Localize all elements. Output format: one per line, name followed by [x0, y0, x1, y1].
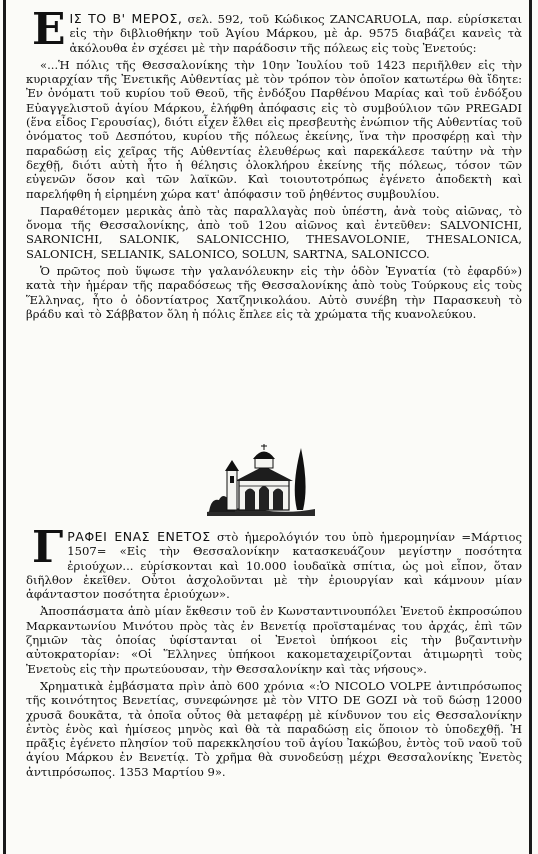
article-2-lead-in: ΡΑΦΕΙ ΕΝΑΣ ΕΝΕΤΟΣ — [67, 529, 211, 544]
article-1-lead-in: ΙΣ ΤΟ Β' ΜΕΡΟΣ, — [69, 11, 183, 26]
article-2-intro-text: στὸ ἡμερολόγιόν του ὑπὸ ἡμερομηνίαν =Μάρτιος 1507= «Εἰς τὴν Θεσσαλονίκην κατασκευάζουν μεγίστην ποσότητα ἐριούχων... εὑρίσκονται καὶ 10.000 ἰουδαϊκὰ σπίτια, ὡς μοὶ εἶπον, ὅταν διῆλθον ἐκεῖθεν. Οὗτοι ἀσχολοῦνται μὲ τὴν ἐριουργίαν καὶ κάμνουν μίαν ἀφάνταστον ποσότητα ἐριούχων». — [26, 530, 522, 602]
right-column-rule — [529, 0, 532, 854]
article-1-quote: «...Ἡ πόλις τῆς Θεσσαλονίκης τὴν 10ην Ἰουλίου τοῦ 1423 περιῆλθεν εἰς τὴν κυριαρχίαν τῆς Ἐνετικῆς Αὐθεντίας μὲ τὸν τρόπον τὸν ὁποῖον κατωτέρω θὰ ἴδητε: Ἐν ὀνόματι τοῦ κυρίου τοῦ Θεοῦ, τῆς ἐνδόξου Παρθένου Μαρίας καὶ τοῦ ἐνδόξου Εὐαγγελιστοῦ ἁγίου Μάρκου, ἐλήφθη ἀπόφασις εἰς τὸ συμβούλιον τῶν PREGADI (ἕνα εἶδος Γερουσίας), διότι εἶχεν ἔλθει εἰς πρεσβευτὴς ἐνώπιον τῆς Αὐθεντίας τοῦ ὀνόματος τοῦ Δεσπότου, κυρίου τῆς πόλεως ἐκείνης, ἵνα τὴν προσφέρῃ καὶ τὴν παραδώσῃ εἰς χεῖρας τῆς Αὐθεντίας ἐλευθέρως καὶ παρεκάλεσε ταύτην νὰ τὴν δεχθῇ, διότι αὐτὴ ἦτο ἡ θέλησις ὁλοκλήρου ἐκείνης τῆς πόλεως, τόσον τῶν εὐγενῶν ὅσον καὶ τῶν λαϊκῶν. Καὶ τοιουτοτρόπως ἐγένετο ἀποδεκτὴ καὶ παρελήφθη ἡ εἰρημένη χώρα κατ' ἀπόφασιν τοῦ ῥηθέντος συμβουλίου. — [26, 57, 522, 201]
left-column-rule — [3, 0, 6, 854]
article-2-intro-paragraph — [26, 522, 522, 602]
article-zancaruola-codex — [26, 4, 522, 324]
article-1-intro-paragraph — [26, 4, 522, 55]
article-1-intro-text: σελ. 592, τοῦ Κώδικος ZANCARUOLA, παρ. εὑρίσκεται εἰς τὴν διβλιοθήκην τοῦ Ἁγίου Μάρκου, μὲ ἀρ. 9575 διαβάζει κανεὶς τὰ ἀκόλουθα ἐν σχέσει μὲ τὴν παράδοσιν τῆς πόλεως εἰς τοὺς Ἐνετούς: — [69, 12, 522, 55]
article-2-report-paragraph: Ἀποσπάσματα ἀπὸ μίαν ἔκθεσιν τοῦ ἐν Κωνσταντινουπόλει Ἐνετοῦ ἐκπροσώπου Μαρκαντωνίου Μινότου πρὸς τὰς ἐν Βενετίᾳ προϊσταμένας του ἀρχάς, ἐπὶ τῶν ζημιῶν τὰς ὁποίας ὑφίστανται οἱ Ἐνετοὶ ὑπήκοοι εἰς τὴν βυζαντινὴν αὐτοκρατορίαν: «Οἱ Ἕλληνες ὑπήκοοι κακομεταχειρίζονται ἀτιμωρητὶ τοὺς Ἐνετοὺς εἰς τὴν πρωτεύουσαν, τὴν Θεσσαλονίκην καὶ τὰς νήσους». — [26, 604, 522, 676]
article-1-flag-paragraph: Ὁ πρῶτος ποὺ ὕψωσε τὴν γαλανόλευκην εἰς τὴν ὁδὸν Ἐγνατία (τὸ ἐφαρδύ») κατὰ τὴν ἡμέραν τῆς παραδόσεως τῆς Θεσσαλονίκης ἀπὸ τοὺς Τούρκους εἰς τοὺς Ἕλληνας, ἦτο ὁ ὀδοντίατρος Χατζηνικολάου. Αὐτὸ συνέβη τὴν Παρασκευὴ τὸ βράδυ καὶ τὸ Σάββατον ὅλη ἡ πόλις ἔπλεε εἰς τὰ χρώματα τῆς κυανολεύκου. — [26, 264, 522, 321]
article-1-drop-cap: Ε — [32, 4, 66, 55]
article-2-remittance-paragraph: Χρηματικὰ ἐμβάσματα πρὶν ἀπὸ 600 χρόνια «:Ὁ NICOLO VOLPE ἀντιπρόσωπος τῆς κοινότητος Βενετίας, συνεφώνησε μὲ τὸν VITO DE GOZI νὰ τοῦ δώσῃ 12000 χρυσᾶ δουκᾶτα, τὰ ὁποῖα οὗτος θὰ μεταφέρῃ μὲ κίνδυνον του εἰς Θεσσαλονίκην ἐντὸς ἑνὸς καὶ ἡμίσεος μηνὸς καὶ θὰ τὰ παραδώσῃ εἰς ὅποιον τὸ ὑποδεχθῇ. Ἡ πρᾶξις ἐγένετο πλησίον τοῦ παρεκκλησίου τοῦ ἁγίου Ἰακώβου, ἐντὸς τοῦ ναοῦ τοῦ ἁγίου Μάρκου ἐν Βενετίᾳ. Τὸ χρῆμα θὰ συνοδεύσῃ μέχρι Θεσσαλονίκης Ἐνετὸς ἀντιπρόσωπος. 1353 Μαρτίου 9». — [26, 678, 522, 779]
article-2-drop-cap: Γ — [32, 522, 64, 573]
article-venetian-diary — [26, 522, 522, 782]
church-vignette-icon — [205, 440, 317, 518]
article-1-name-variants: Παραθέτομεν μερικὰς ἀπὸ τὰς παραλλαγὰς ποὺ ὑπέστη, ἀνὰ τοὺς αἰῶνας, τὸ ὄνομα τῆς Θεσσαλονίκης, ἀπὸ τοῦ 12ου αἰῶνος καὶ ἐντεῦθεν: SALVONICHI, SARONICHI, SALONIK, SALONICCHIO, THESAVOLONIE, THESALONICA, SALONICH, SELIANIK, SALONICO, SOLUN, SARTNA, SALONICCO. — [26, 203, 522, 261]
